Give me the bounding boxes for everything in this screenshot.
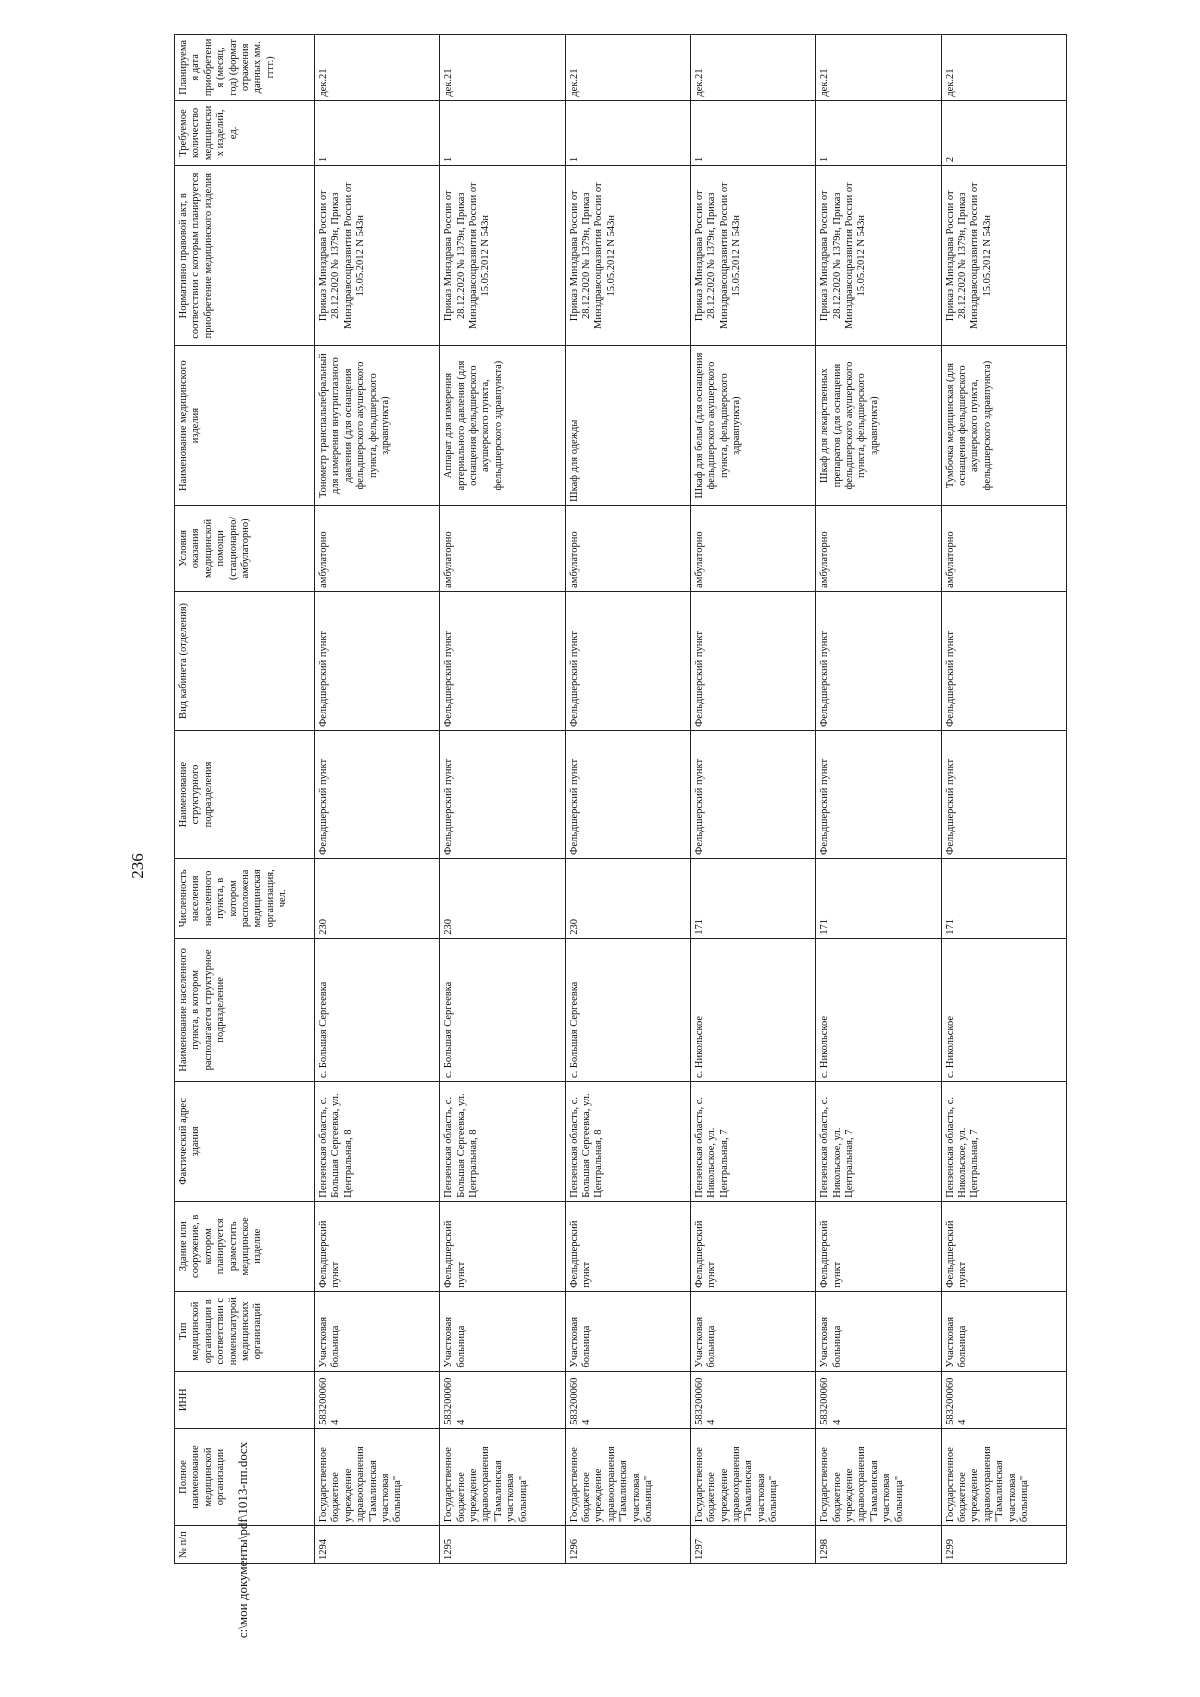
inn-cell: 5832000604 xyxy=(565,1371,690,1428)
table-row xyxy=(565,35,690,1564)
building-cell: Фельдшерский пункт xyxy=(816,1201,941,1291)
settlement-cell: с. Большая Сергеевка xyxy=(440,938,565,1081)
device-cell: Аппарат для измерения артериального давления (для оснащения фельдшерского акушерского пункта, фельдшерского здравпункта) xyxy=(440,346,565,506)
cabinet-cell: Фельдшерский пункт xyxy=(941,591,1066,730)
settlement-cell: с. Большая Сергеевка xyxy=(315,938,440,1081)
header-cell: Вид кабинета (отделения) xyxy=(175,591,315,730)
row-number-cell: 1295 xyxy=(440,1526,565,1564)
conditions-cell: амбулаторно xyxy=(565,505,690,591)
org-name-cell: Государственное бюджетное учреждение здравоохранения "Тамалинская участковая больница" xyxy=(440,1428,565,1525)
conditions-cell: амбулаторно xyxy=(816,505,941,591)
org-type-cell: Участковая больница xyxy=(690,1291,815,1371)
device-cell: Тонометр транспальпебральный для измерения внутриглазного давления (для оснащения фельдшерского акушерского пункта, фельдшерского здравпункта) xyxy=(315,346,440,506)
header-cell: Полное наименование медицинской организации xyxy=(175,1428,315,1525)
subdivision-cell: Фельдшерский пункт xyxy=(941,731,1066,859)
org-type-cell: Участковая больница xyxy=(941,1291,1066,1371)
header-cell: Условия оказания медицинской помощи (стационарно/амбулаторно) xyxy=(175,505,315,591)
org-name-cell: Государственное бюджетное учреждение здравоохранения "Тамалинская участковая больница" xyxy=(690,1428,815,1525)
inn-cell: 5832000604 xyxy=(816,1371,941,1428)
building-cell: Фельдшерский пункт xyxy=(565,1201,690,1291)
population-cell: 171 xyxy=(690,858,815,938)
header-cell: Требуемое количество медицинских изделий, ед. xyxy=(175,100,315,165)
device-cell: Шкаф для лекарственных препаратов (для оснащения фельдшерского акушерского пункта, фельдшерского здравпункта) xyxy=(816,346,941,506)
file-path-text: c:\мои документы\pdf\1013-пп.docx xyxy=(235,1441,250,1639)
cabinet-cell: Фельдшерский пункт xyxy=(440,591,565,730)
org-type-cell: Участковая больница xyxy=(440,1291,565,1371)
header-cell: Планируемая дата приобретения (месяц, год) (формат отражения данных мм. гггг.) xyxy=(175,35,315,101)
date-cell: дек.21 xyxy=(941,35,1066,101)
inn-cell: 5832000604 xyxy=(690,1371,815,1428)
table-row xyxy=(816,35,941,1564)
address-cell: Пензенская область, с. Никольское, ул. Центральная, 7 xyxy=(816,1082,941,1202)
address-cell: Пензенская область, с. Большая Сергеевка, ул. Центральная, 8 xyxy=(315,1082,440,1202)
address-cell: Пензенская область, с. Большая Сергеевка, ул. Центральная, 8 xyxy=(440,1082,565,1202)
cabinet-cell: Фельдшерский пункт xyxy=(690,591,815,730)
settlement-cell: с. Никольское xyxy=(816,938,941,1081)
legal-act-cell: Приказ Минздрава России от 28.12.2020 № 1379н, Приказ Минздравсоцразвития России от 15.05.2012 N 543н xyxy=(941,166,1066,346)
building-cell: Фельдшерский пункт xyxy=(941,1201,1066,1291)
population-cell: 230 xyxy=(315,858,440,938)
settlement-cell: с. Никольское xyxy=(941,938,1066,1081)
legal-act-cell: Приказ Минздрава России от 28.12.2020 № 1379н, Приказ Минздравсоцразвития России от 15.05.2012 N 543н xyxy=(440,166,565,346)
address-cell: Пензенская область, с. Никольское, ул. Центральная, 7 xyxy=(941,1082,1066,1202)
date-cell: дек.21 xyxy=(315,35,440,101)
rotated-table-container xyxy=(174,34,1067,1564)
date-cell: дек.21 xyxy=(690,35,815,101)
quantity-cell: 1 xyxy=(315,100,440,165)
quantity-cell: 2 xyxy=(941,100,1066,165)
cabinet-cell: Фельдшерский пункт xyxy=(816,591,941,730)
table-header-row xyxy=(175,35,315,1564)
inn-cell: 5832000604 xyxy=(315,1371,440,1428)
building-cell: Фельдшерский пункт xyxy=(440,1201,565,1291)
org-name-cell: Государственное бюджетное учреждение здравоохранения "Тамалинская участковая больница" xyxy=(941,1428,1066,1525)
row-number-cell: 1298 xyxy=(816,1526,941,1564)
header-cell: ИНН xyxy=(175,1371,315,1428)
header-cell: Тип медицинской организации в соответствии с номенклатурой медицинских организаций xyxy=(175,1291,315,1371)
header-cell: Здание или сооружение, в котором планируется разместить медицинское изделие xyxy=(175,1201,315,1291)
quantity-cell: 1 xyxy=(816,100,941,165)
cabinet-cell: Фельдшерский пункт xyxy=(315,591,440,730)
document-table-area xyxy=(174,34,1067,1564)
subdivision-cell: Фельдшерский пункт xyxy=(315,731,440,859)
table-row xyxy=(941,35,1066,1564)
device-cell: Тумбочка медицинская (для оснащения фельдшерского акушерского пункта, фельдшерского здравпункта) xyxy=(941,346,1066,506)
org-type-cell: Участковая больница xyxy=(315,1291,440,1371)
header-cell: Наименование населенного пункта, в котором располагается структурное подразделение xyxy=(175,938,315,1081)
header-cell: Нормативно правовой акт, в соответствии с которым планируется приобретение медицинского изделия xyxy=(175,166,315,346)
settlement-cell: с. Большая Сергеевка xyxy=(565,938,690,1081)
date-cell: дек.21 xyxy=(440,35,565,101)
population-cell: 171 xyxy=(816,858,941,938)
legal-act-cell: Приказ Минздрава России от 28.12.2020 № 1379н, Приказ Минздравсоцразвития России от 15.05.2012 N 543н xyxy=(690,166,815,346)
address-cell: Пензенская область, с. Никольское, ул. Центральная, 7 xyxy=(690,1082,815,1202)
row-number-cell: 1296 xyxy=(565,1526,690,1564)
subdivision-cell: Фельдшерский пункт xyxy=(816,731,941,859)
header-cell: Наименование медицинского изделия xyxy=(175,346,315,506)
quantity-cell: 1 xyxy=(565,100,690,165)
population-cell: 230 xyxy=(565,858,690,938)
table-row xyxy=(690,35,815,1564)
population-cell: 171 xyxy=(941,858,1066,938)
legal-act-cell: Приказ Минздрава России от 28.12.2020 № 1379н, Приказ Минздравсоцразвития России от 15.05.2012 N 543н xyxy=(816,166,941,346)
header-cell: № п/п xyxy=(175,1526,315,1564)
date-cell: дек.21 xyxy=(565,35,690,101)
conditions-cell: амбулаторно xyxy=(440,505,565,591)
row-number-cell: 1297 xyxy=(690,1526,815,1564)
org-name-cell: Государственное бюджетное учреждение здравоохранения "Тамалинская участковая больница" xyxy=(816,1428,941,1525)
inn-cell: 5832000604 xyxy=(941,1371,1066,1428)
quantity-cell: 1 xyxy=(690,100,815,165)
header-cell: Наименование структурного подразделения xyxy=(175,731,315,859)
building-cell: Фельдшерский пункт xyxy=(690,1201,815,1291)
address-cell: Пензенская область, с. Большая Сергеевка, ул. Центральная, 8 xyxy=(565,1082,690,1202)
device-cell: Шкаф для белья (для оснащения фельдшерского акушерского пункта, фельдшерского здравпункта) xyxy=(690,346,815,506)
org-type-cell: Участковая больница xyxy=(565,1291,690,1371)
page-number: 236 xyxy=(128,853,147,879)
org-type-cell: Участковая больница xyxy=(816,1291,941,1371)
medical-equipment-table xyxy=(174,34,1067,1564)
device-cell: Шкаф для одежды xyxy=(565,346,690,506)
subdivision-cell: Фельдшерский пункт xyxy=(565,731,690,859)
subdivision-cell: Фельдшерский пункт xyxy=(440,731,565,859)
org-name-cell: Государственное бюджетное учреждение здравоохранения "Тамалинская участковая больница" xyxy=(565,1428,690,1525)
row-number-cell: 1294 xyxy=(315,1526,440,1564)
legal-act-cell: Приказ Минздрава России от 28.12.2020 № 1379н, Приказ Минздравсоцразвития России от 15.05.2012 N 543н xyxy=(315,166,440,346)
header-cell: Численность населения населенного пункта, в котором расположена медицинская организация, чел. xyxy=(175,858,315,938)
table-row xyxy=(440,35,565,1564)
legal-act-cell: Приказ Минздрава России от 28.12.2020 № 1379н, Приказ Минздравсоцразвития России от 15.05.2012 N 543н xyxy=(565,166,690,346)
conditions-cell: амбулаторно xyxy=(315,505,440,591)
inn-cell: 5832000604 xyxy=(440,1371,565,1428)
quantity-cell: 1 xyxy=(440,100,565,165)
building-cell: Фельдшерский пункт xyxy=(315,1201,440,1291)
cabinet-cell: Фельдшерский пункт xyxy=(565,591,690,730)
org-name-cell: Государственное бюджетное учреждение здравоохранения "Тамалинская участковая больница" xyxy=(315,1428,440,1525)
subdivision-cell: Фельдшерский пункт xyxy=(690,731,815,859)
table-row xyxy=(315,35,440,1564)
header-cell: Фактический адрес здания xyxy=(175,1082,315,1202)
settlement-cell: с. Никольское xyxy=(690,938,815,1081)
conditions-cell: амбулаторно xyxy=(941,505,1066,591)
row-number-cell: 1299 xyxy=(941,1526,1066,1564)
population-cell: 230 xyxy=(440,858,565,938)
date-cell: дек.21 xyxy=(816,35,941,101)
conditions-cell: амбулаторно xyxy=(690,505,815,591)
